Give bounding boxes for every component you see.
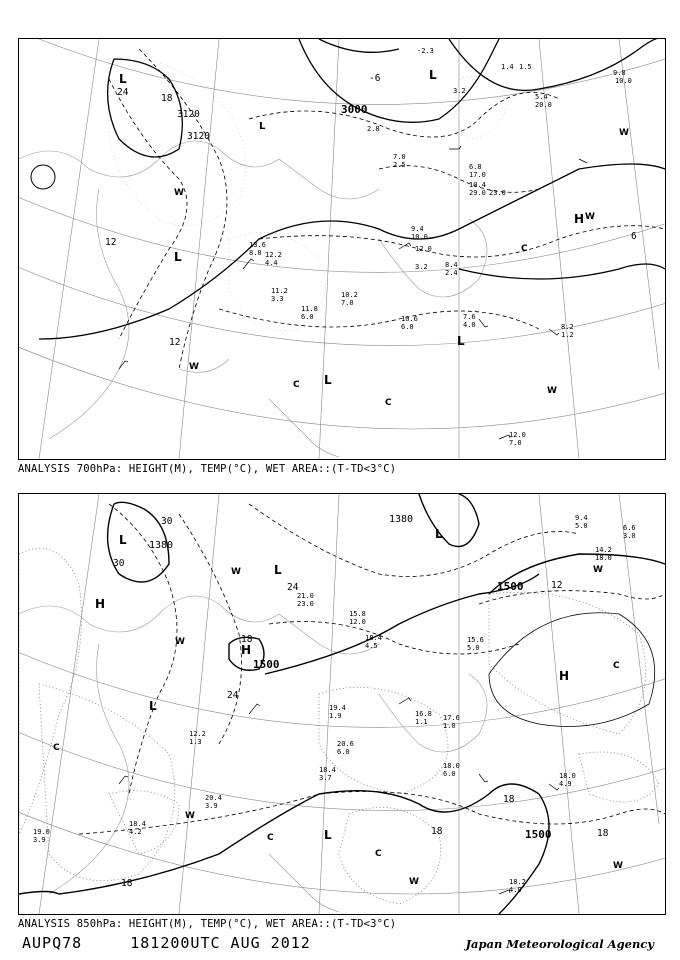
warm-marker: W bbox=[409, 877, 419, 887]
station-value: 20.4 bbox=[205, 794, 222, 802]
station-value: 20.0 bbox=[535, 101, 552, 109]
low-marker: L bbox=[119, 72, 127, 86]
low-marker: L bbox=[119, 533, 127, 547]
station-value: 1.2 bbox=[561, 331, 574, 339]
station-value: 11.8 bbox=[301, 305, 318, 313]
contour-labels bbox=[113, 514, 609, 889]
bulletin-code: AUPQ78 bbox=[22, 934, 83, 952]
station-value: 5.0 bbox=[467, 644, 480, 652]
station-value: 3.0 bbox=[623, 532, 636, 540]
agency-name: Japan Meteorological Agency bbox=[465, 937, 654, 951]
station-value: 12.2 bbox=[189, 730, 206, 738]
station-value: 14.2 bbox=[595, 546, 612, 554]
valid-time: 181200UTC AUG 2012 bbox=[130, 934, 311, 952]
contour-label: -6 bbox=[369, 73, 381, 84]
cold-marker: C bbox=[375, 849, 382, 859]
station-value: 2.5 bbox=[393, 161, 406, 169]
cold-marker: C bbox=[267, 833, 274, 843]
low-marker: L bbox=[274, 563, 282, 577]
station-value: 5.0 bbox=[575, 522, 588, 530]
station-value: 6.0 bbox=[337, 748, 350, 756]
contour-label: 3120 bbox=[187, 131, 210, 142]
station-value: 6.6 bbox=[623, 524, 636, 532]
map-700hpa bbox=[19, 39, 665, 459]
high-marker: H bbox=[95, 597, 106, 611]
station-value: 1.5 bbox=[519, 63, 532, 71]
ridge-lines bbox=[489, 613, 655, 727]
warm-marker: W bbox=[189, 362, 199, 372]
contour-label: 1500 bbox=[525, 828, 552, 841]
station-value: 3.2 bbox=[415, 263, 428, 271]
station-value: 15.8 bbox=[349, 610, 366, 618]
station-value: 4.2 bbox=[129, 828, 142, 836]
station-barbs bbox=[119, 698, 559, 894]
low-marker: L bbox=[259, 121, 266, 132]
station-plots bbox=[249, 47, 632, 447]
station-value: 7.0 bbox=[341, 299, 354, 307]
station-value: 1.0 bbox=[443, 722, 456, 730]
station-value: 9.8 bbox=[613, 69, 626, 77]
station-value: 2.8 bbox=[367, 125, 380, 133]
cold-marker: C bbox=[385, 398, 392, 408]
high-marker: H bbox=[559, 669, 570, 683]
station-value: 23.0 bbox=[297, 600, 314, 608]
station-value: 5.4 bbox=[535, 93, 548, 101]
contour-label: 12 bbox=[551, 580, 563, 591]
contour-label: 3000 bbox=[341, 103, 368, 116]
station-value: 4.4 bbox=[265, 259, 278, 267]
low-marker: L bbox=[324, 828, 332, 842]
station-value: 18.0 bbox=[595, 554, 612, 562]
temperature-isotherms bbox=[79, 504, 665, 834]
station-value: 18.0 bbox=[443, 762, 460, 770]
station-value: 19.4 bbox=[329, 704, 346, 712]
station-value: 13.6 bbox=[249, 241, 266, 249]
station-value: 4.0 bbox=[463, 321, 476, 329]
station-value: 4.5 bbox=[365, 642, 378, 650]
high-marker: H bbox=[574, 212, 585, 226]
station-value: 18.4 bbox=[129, 820, 146, 828]
warm-marker: W bbox=[593, 565, 603, 575]
contour-label: 1500 bbox=[497, 580, 524, 593]
station-value: 7.0 bbox=[509, 439, 522, 447]
station-value: 1.9 bbox=[329, 712, 342, 720]
map-850hpa bbox=[19, 494, 665, 914]
caption-700hpa: ANALYSIS 700hPa: HEIGHT(M), TEMP(°C), WET AREA::(T-TD<3°C) bbox=[18, 463, 397, 475]
cold-marker: C bbox=[521, 244, 528, 254]
chart-identifier bbox=[22, 934, 311, 952]
typhoon-circle bbox=[31, 165, 55, 189]
station-value: 9.4 bbox=[411, 225, 424, 233]
warm-marker: W bbox=[175, 637, 185, 647]
coastlines bbox=[19, 596, 487, 912]
warm-marker: W bbox=[613, 861, 623, 871]
low-marker: L bbox=[324, 373, 332, 387]
warm-marker: W bbox=[174, 188, 184, 198]
contour-label: 30 bbox=[161, 516, 173, 527]
station-value: 4.9 bbox=[559, 780, 572, 788]
station-value: 10.0 bbox=[615, 77, 632, 85]
station-value: -2.3 bbox=[417, 47, 434, 55]
contour-label: 6 bbox=[631, 231, 637, 242]
station-value: 4.0 bbox=[509, 886, 522, 894]
contour-label: 18 bbox=[121, 878, 133, 889]
station-value: 3.2 bbox=[453, 87, 466, 95]
contour-label: 24 bbox=[117, 87, 129, 98]
station-value: 3.7 bbox=[319, 774, 332, 782]
station-value: 8.2 bbox=[561, 323, 574, 331]
contour-label: 18 bbox=[161, 93, 173, 104]
station-value: 12.0 bbox=[349, 618, 366, 626]
station-value: 6.0 bbox=[443, 770, 456, 778]
contour-label: 30 bbox=[113, 558, 125, 569]
station-value: 10.4 bbox=[469, 181, 486, 189]
station-value: 12.2 bbox=[265, 251, 282, 259]
station-value: 21.0 bbox=[297, 592, 314, 600]
contour-label: 18 bbox=[597, 828, 609, 839]
station-value: 9.4 bbox=[575, 514, 588, 522]
station-value: 15.6 bbox=[467, 636, 484, 644]
low-marker: L bbox=[149, 699, 157, 713]
contour-label: 12 bbox=[105, 237, 117, 248]
station-value: 8.4 bbox=[445, 261, 458, 269]
station-value: 18.0 bbox=[559, 772, 576, 780]
station-value: 23.0 bbox=[489, 189, 506, 197]
contour-label: 24 bbox=[287, 582, 299, 593]
cold-marker: C bbox=[613, 661, 620, 671]
station-value: 6.0 bbox=[301, 313, 314, 321]
station-value: 3.9 bbox=[205, 802, 218, 810]
cold-marker: C bbox=[293, 380, 300, 390]
station-value: 17.0 bbox=[469, 171, 486, 179]
station-value: 1.4 bbox=[501, 63, 514, 71]
station-value: 18.2 bbox=[509, 878, 526, 886]
chart-850hpa bbox=[18, 493, 666, 915]
caption-850hpa: ANALYSIS 850hPa: HEIGHT(M), TEMP(°C), WET AREA::(T-TD<3°C) bbox=[18, 918, 397, 930]
station-value: 6.0 bbox=[401, 323, 414, 331]
contour-label: 1500 bbox=[253, 658, 280, 671]
station-value: 29.0 bbox=[469, 189, 486, 197]
station-value: 1.3 bbox=[189, 738, 202, 746]
contour-label: 18 bbox=[431, 826, 443, 837]
contour-label: 3120 bbox=[177, 109, 200, 120]
station-value: 12.0 bbox=[415, 245, 432, 253]
station-value: 7.0 bbox=[393, 153, 406, 161]
station-value: 20.6 bbox=[337, 740, 354, 748]
high-marker: H bbox=[241, 643, 252, 657]
low-marker: L bbox=[457, 334, 465, 348]
contour-label: 1380 bbox=[389, 514, 414, 525]
station-value: 17.6 bbox=[443, 714, 460, 722]
station-value: 10.6 bbox=[401, 315, 418, 323]
station-value: 12.0 bbox=[509, 431, 526, 439]
contour-label: 24 bbox=[227, 690, 239, 701]
graticule bbox=[19, 39, 665, 459]
warm-marker: W bbox=[185, 811, 195, 821]
station-value: 6.8 bbox=[469, 163, 482, 171]
station-value: 2.4 bbox=[445, 269, 458, 277]
warm-marker: W bbox=[547, 386, 557, 396]
cold-marker: C bbox=[53, 743, 60, 753]
contour-label: 18 bbox=[503, 794, 515, 805]
chart-700hpa bbox=[18, 38, 666, 460]
station-value: 19.0 bbox=[33, 828, 50, 836]
station-value: 3.9 bbox=[33, 836, 46, 844]
warm-marker: W bbox=[619, 128, 629, 138]
station-value: 3.3 bbox=[271, 295, 284, 303]
station-value: 7.6 bbox=[463, 313, 476, 321]
contour-label: 1380 bbox=[149, 540, 174, 551]
station-value: 10.0 bbox=[411, 233, 428, 241]
contour-label: 12 bbox=[169, 337, 181, 348]
low-marker: L bbox=[429, 68, 437, 82]
station-value: 18.4 bbox=[319, 766, 336, 774]
warm-marker: W bbox=[585, 212, 595, 222]
low-marker: L bbox=[174, 250, 182, 264]
station-value: 18.4 bbox=[365, 634, 382, 642]
warm-marker: W bbox=[231, 567, 241, 577]
low-marker: L bbox=[435, 527, 443, 541]
contour-label: 18 bbox=[241, 634, 253, 645]
station-value: 1.1 bbox=[415, 718, 428, 726]
station-value: 11.2 bbox=[271, 287, 288, 295]
coastlines bbox=[19, 141, 487, 457]
station-value: 8.8 bbox=[249, 249, 262, 257]
station-value: 10.2 bbox=[341, 291, 358, 299]
station-value: 16.8 bbox=[415, 710, 432, 718]
